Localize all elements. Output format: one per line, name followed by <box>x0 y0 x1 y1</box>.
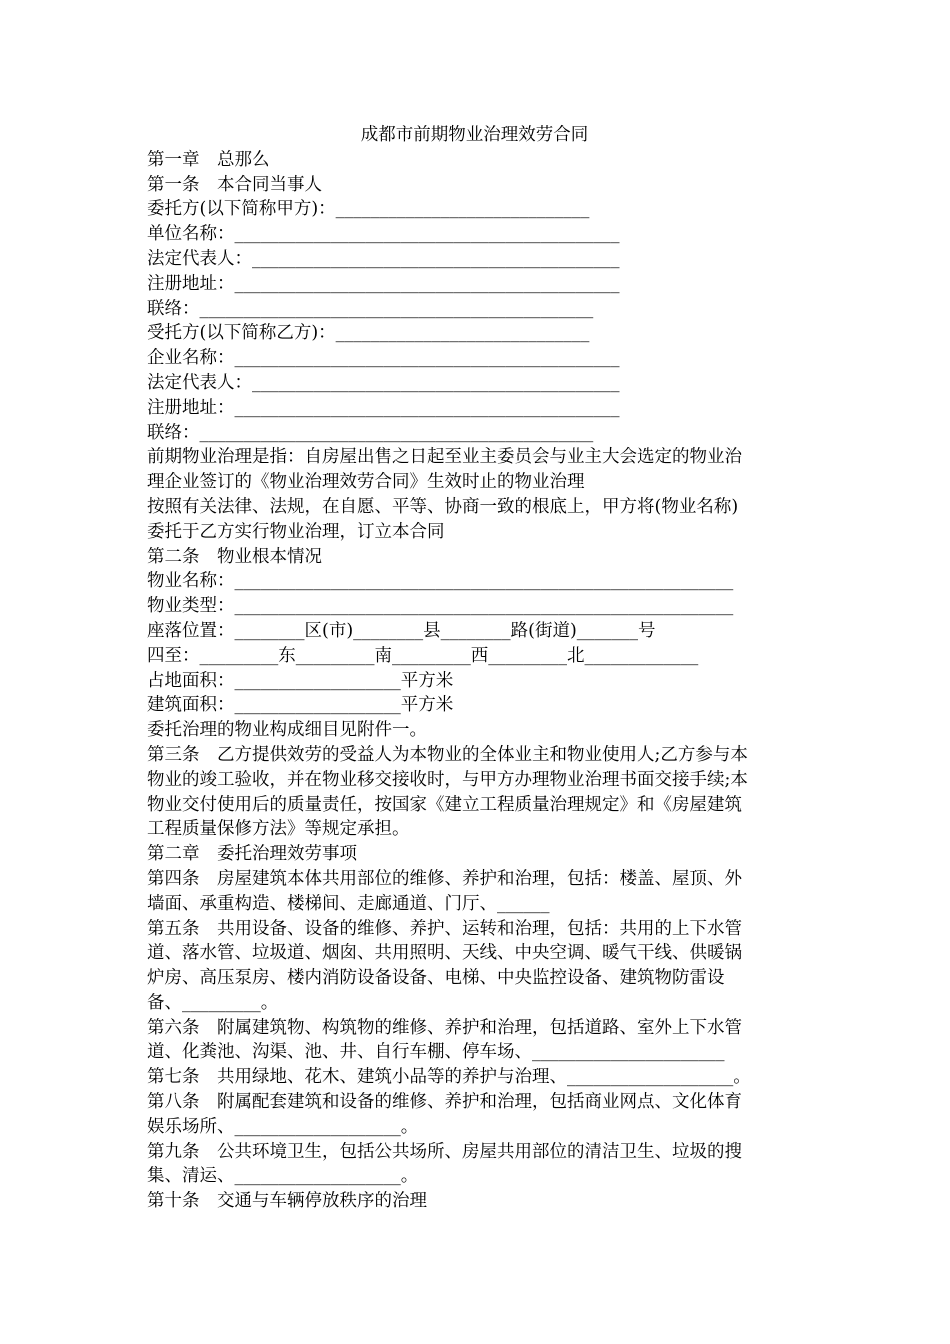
body-text-line: 第九条 公共环境卫生，包括公共场所、房屋共用部位的清洁卫生、垃圾的搜 <box>147 1141 742 1162</box>
boundaries-field: 四至：_________东_________南_________西_________北_____________ <box>147 645 699 666</box>
body-text-line: 第三条 乙方提供效劳的受益人为本物业的全体业主和物业使用人;乙方参与本 <box>147 744 748 765</box>
body-text-line: 第八条 附属配套建筑和设备的维修、养护和治理，包括商业网点、文化体育 <box>147 1092 742 1113</box>
article-heading: 第一条 本合同当事人 <box>147 174 322 195</box>
document-page <box>147 123 807 1214</box>
body-text-line: 备、_________。 <box>147 992 279 1013</box>
property-type-field: 物业类型：_________________________________________________________ <box>147 596 734 617</box>
party-b-rep-field: 法定代表人：__________________________________________ <box>147 372 620 393</box>
body-text-line: 第七条 共用绿地、花木、建筑小品等的养护与治理、___________________。 <box>147 1067 751 1088</box>
document-title: 成都市前期物业治理效劳合同 <box>360 125 589 145</box>
body-text-line: 物业的竣工验收，并在物业移交接收时，与甲方办理物业治理书面交接手续;本 <box>147 769 748 790</box>
article-heading: 第十条 交通与车辆停放秩序的治理 <box>147 1191 427 1212</box>
body-text-line: 道、落水管、垃圾道、烟囱、共用照明、天线、中央空调、暖气干线、供暖锅 <box>147 943 742 964</box>
land-area-field: 占地面积：___________________平方米 <box>147 670 454 691</box>
body-text-line: 第五条 共用设备、设备的维修、养护、运转和治理，包括：共用的上下水管 <box>147 918 742 939</box>
body-text-line: 物业交付使用后的质量责任，按国家《建立工程质量治理规定》和《房屋建筑 <box>147 794 742 815</box>
party-b-contact-field: 联络：_____________________________________________ <box>147 422 594 443</box>
party-b-company-field: 企业名称：____________________________________________ <box>147 348 620 369</box>
body-text-line: 娱乐场所、___________________。 <box>147 1116 419 1137</box>
party-a-unit-field: 单位名称：____________________________________________ <box>147 224 620 245</box>
property-name-field: 物业名称：_________________________________________________________ <box>147 571 734 592</box>
body-text-line: 前期物业治理是指：自房屋出售之日起至业主委员会与业主大会选定的物业治 <box>147 447 742 468</box>
body-text-line: 集、清运、___________________。 <box>147 1166 419 1187</box>
location-field: 座落位置：________区(市)________县________路(街道)_______号 <box>147 620 656 641</box>
body-text-line: 按照有关法律、法规，在自愿、平等、协商一致的根底上，甲方将(物业名称) <box>147 496 739 517</box>
body-text-line: 理企业签订的《物业治理效劳合同》生效时止的物业治理 <box>147 472 585 493</box>
body-text-line: 炉房、高压泵房、楼内消防设备设备、电梯、中央监控设备、建筑物防雷设 <box>147 968 725 989</box>
party-a-rep-field: 法定代表人：__________________________________________ <box>147 248 620 269</box>
article-heading: 第二条 物业根本情况 <box>147 546 322 567</box>
body-text-line: 第六条 附属建筑物、构筑物的维修、养护和治理，包括道路、室外上下水管 <box>147 1017 742 1038</box>
chapter-heading: 第一章 总那么 <box>147 149 270 170</box>
party-a-address-field: 注册地址：____________________________________________ <box>147 273 620 294</box>
party-b-field: 受托方(以下简称乙方)：_____________________________ <box>147 323 590 344</box>
party-b-address-field: 注册地址：____________________________________________ <box>147 397 620 418</box>
body-text-line: 委托治理的物业构成细目见附件一。 <box>147 720 427 741</box>
body-text-line: 道、化粪池、沟渠、池、井、自行车棚、停车场、______________________ <box>147 1042 725 1063</box>
party-a-field: 委托方(以下简称甲方)：_____________________________ <box>147 199 590 220</box>
body-text-line: 第四条 房屋建筑本体共用部位的维修、养护和治理，包括：楼盖、屋顶、外 <box>147 868 742 889</box>
body-text-line: 工程质量保修方法》等规定承担。 <box>147 819 410 840</box>
body-text-line: 墙面、承重构造、楼梯间、走廊通道、门厅、______ <box>147 893 550 914</box>
body-text-line: 委托于乙方实行物业治理，订立本合同 <box>147 521 445 542</box>
building-area-field: 建筑面积：___________________平方米 <box>147 695 454 716</box>
party-a-contact-field: 联络：_____________________________________________ <box>147 298 594 319</box>
document-body <box>147 148 807 1214</box>
chapter-heading: 第二章 委托治理效劳事项 <box>147 844 357 865</box>
